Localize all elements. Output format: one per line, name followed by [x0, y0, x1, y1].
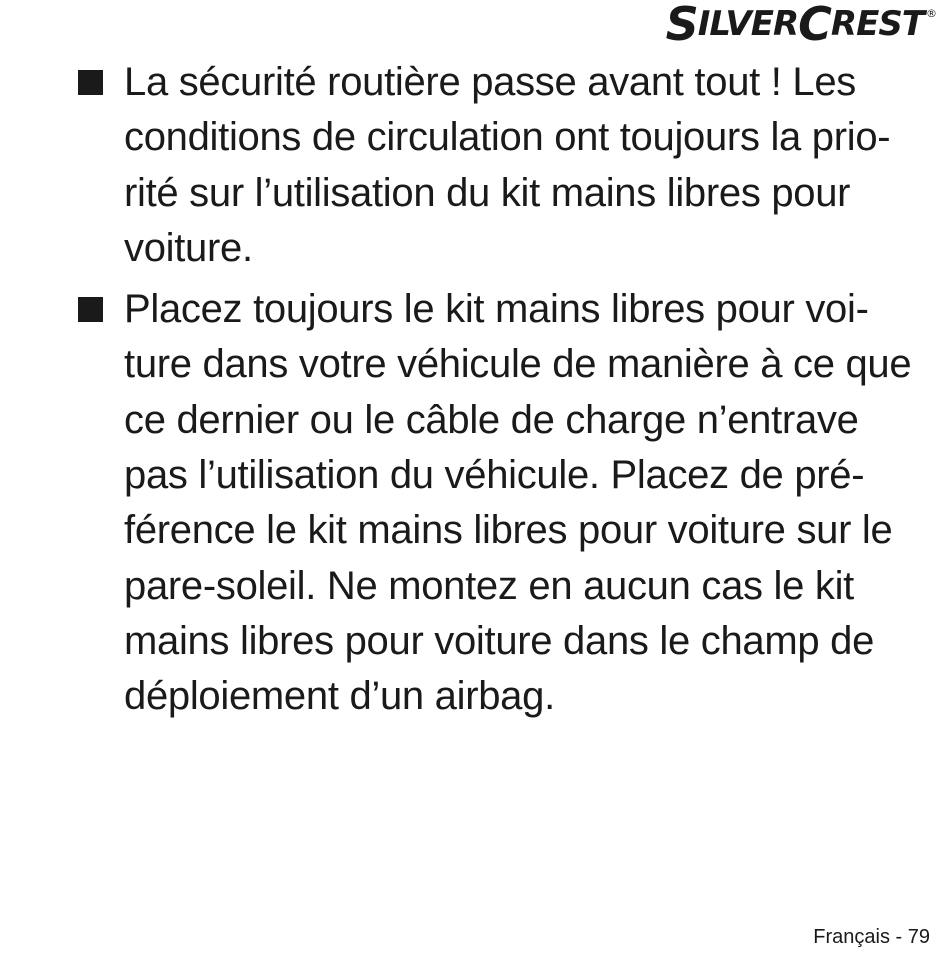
text-line: Placez toujours le kit mains libres pour voi-	[124, 287, 869, 332]
logo-letter-s: S	[665, 0, 698, 51]
logo-text-rest: REST	[830, 4, 924, 44]
text-line: voiture.	[124, 225, 253, 270]
square-bullet-icon	[78, 70, 103, 95]
text-line: ce dernier ou le câble de charge n’entrave	[124, 397, 859, 442]
safety-instructions	[75, 55, 935, 731]
brand-logo	[665, 0, 936, 51]
text-line: pare-soleil. Ne montez en aucun cas le kit	[124, 563, 854, 608]
logo-letter-c: C	[798, 0, 831, 51]
text-line: pas l’utilisation du véhicule. Placez de pré-	[124, 453, 865, 498]
registered-mark: ®	[926, 7, 936, 20]
text-line: mains libres pour voiture dans le champ de	[124, 618, 875, 663]
bullet-item-placement	[75, 282, 935, 724]
text-line: rité sur l’utilisation du kit mains libres pour	[124, 170, 851, 215]
logo-text-ilver: ILVER	[697, 4, 799, 44]
text-line: ture dans votre véhicule de manière à ce que	[124, 342, 912, 387]
text-line: férence le kit mains libres pour voiture sur le	[124, 508, 893, 553]
text-line: La sécurité routière passe avant tout ! Les	[124, 60, 856, 104]
bullet-item-road-safety	[75, 55, 935, 276]
text-line: déploiement d’un airbag.	[124, 674, 555, 719]
text-line: conditions de circulation ont toujours la prio-	[124, 115, 891, 160]
page-number: Français - 79	[813, 926, 930, 948]
square-bullet-icon	[78, 297, 103, 322]
